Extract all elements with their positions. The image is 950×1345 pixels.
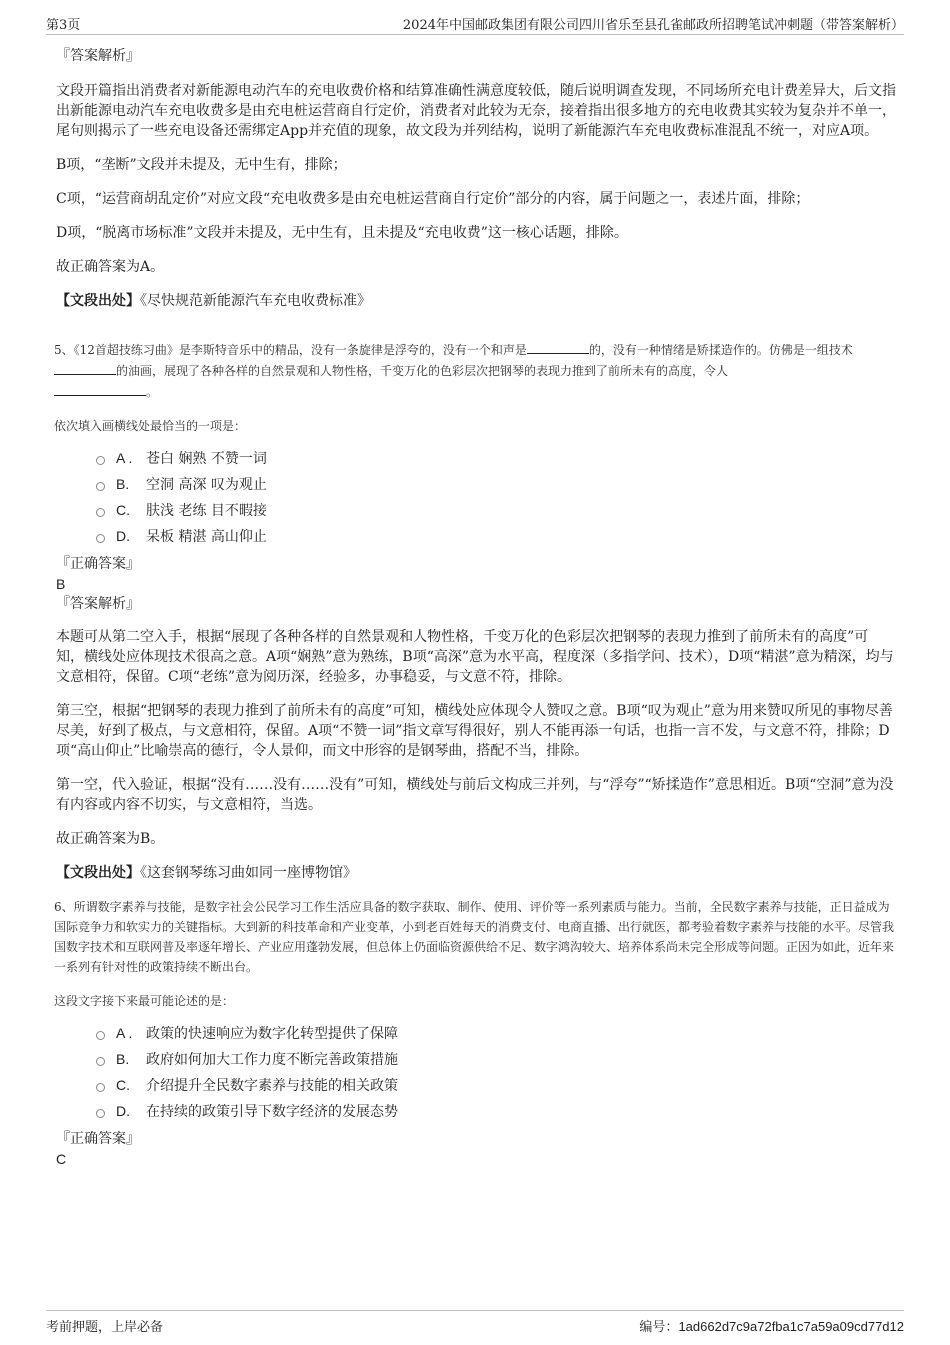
option-d[interactable] — [56, 526, 896, 552]
source-title: 《这套钢琴练习曲如同一座博物馆》 — [140, 865, 357, 881]
question-5 — [56, 339, 896, 883]
correct-answer: B — [56, 576, 66, 592]
option-text: 空洞 高深 叹为观止 — [146, 477, 267, 493]
question-prompt: 依次填入画横线处最恰当的一项是： — [54, 419, 247, 433]
explanation-paragraph: 本题可从第二空入手，根据“展现了各种各样的自然景观和人物性格，千变万化的色彩层次把钢琴的表现力推到了前所未有的高度”可知，横线处应体现技术很高之意。A项“娴熟”意为熟练，B项“高深”意为水平高，程度深（多指学问、技术），D项“精湛”意为精深，均与文意相符，保留。C项“老练”意为阅历深，经验多，办事稳妥，与文意不符，排除。 — [56, 629, 894, 685]
explanation-paragraph: 文段开篇指出消费者对新能源电动汽车的充电收费价格和结算准确性满意度较低，随后说明调查发现，不同场所充电计费差异大，后文指出新能源电动汽车充电收费多是由充电桩运营商自行定价，消费者对此较为无奈，接着指出很多地方的充电收费其实较为复杂并不单一，尾句则揭示了一些充电设备还需绑定App并充值的现象，故文段为并列结构，说明了新能源汽车充电收费标准混乱不统一，对应A项。 — [56, 83, 896, 139]
option-b[interactable] — [56, 474, 896, 500]
fill-blank — [54, 381, 146, 396]
source-label: 【文段出处】 — [56, 865, 140, 881]
option-text: 肤浅 老练 目不暇接 — [146, 503, 267, 519]
explanation-paragraph: D项，“脱离市场标准”文段并未提及，无中生有，且未提及“充电收费”这一核心话题，排除。 — [56, 225, 628, 241]
radio-button[interactable] — [96, 508, 105, 517]
option-letter: D. — [116, 1103, 130, 1119]
option-a[interactable] — [56, 448, 896, 474]
explanation-label: 『答案解析』 — [56, 48, 140, 64]
option-letter: B. — [116, 1051, 130, 1067]
fill-blank — [527, 339, 589, 354]
source-title: 《尽快规范新能源汽车充电收费标准》 — [140, 293, 371, 309]
option-text: 介绍提升全民数字素养与技能的相关政策 — [146, 1078, 398, 1094]
code-label: 编号： — [639, 1320, 679, 1335]
option-a[interactable] — [56, 1023, 896, 1049]
radio-button[interactable] — [96, 534, 105, 543]
question-stem: 6、所谓数字素养与技能，是数字社会公民学习工作生活应具备的数字获取、制作、使用、评价等一系列素质与能力。当前，全民数字素养与技能，正日益成为国际竞争力和软实力的关键指标。大到新的科技革命和产业变革，小到老百姓每天的消费支付、电商直播、出行就医，都考验着数字素养与技能的水平。尽管我国数字技术和互联网普及率逐年增长、产业应用蓬勃发展，但总体上仍面临资源供给不足、数字鸿沟较大、培养体系尚未完全形成等问题。正因为如此，近年来一系列有针对性的政策持续不断出台。 — [54, 900, 895, 974]
option-text: 呆板 精湛 高山仰止 — [146, 529, 267, 545]
footer-slogan: 考前押题，上岸必备 — [46, 1320, 164, 1335]
option-list — [56, 448, 896, 552]
option-letter: D. — [116, 528, 130, 544]
radio-button[interactable] — [96, 1083, 105, 1092]
stem-text: 的油画，展现了各种各样的自然景观和人物性格，千变万化的色彩层次把钢琴的表现力推到了前所未有的高度，令人 — [116, 364, 729, 378]
stem-text: 5、《12首超技练习曲》是李斯特音乐中的精品，没有一条旋律是浮夸的，没有一个和声是 — [54, 343, 527, 357]
explanation-conclusion: 故正确答案为B。 — [56, 831, 165, 847]
option-text: 政府如何加大工作力度不断完善政策措施 — [146, 1052, 398, 1068]
source-label: 【文段出处】 — [56, 293, 140, 309]
option-letter: A . — [116, 450, 133, 466]
document-body — [56, 44, 896, 1169]
radio-button[interactable] — [96, 1109, 105, 1118]
document-code — [639, 1316, 904, 1335]
option-text: 政策的快速响应为数字化转型提供了保障 — [146, 1026, 398, 1042]
explanation-paragraph: 第一空，代入验证，根据“没有……没有……没有”可知，横线处与前后文构成三并列，与“浮夸”“矫揉造作”意思相近。B项“空洞”意为没有内容或内容不切实，与文意相符，当选。 — [56, 777, 894, 813]
explanation-label: 『答案解析』 — [56, 596, 140, 612]
correct-answer-label: 『正确答案』 — [56, 556, 140, 572]
explanation-conclusion: 故正确答案为A。 — [56, 259, 165, 275]
option-letter: C. — [116, 1077, 130, 1093]
correct-answer-label: 『正确答案』 — [56, 1131, 140, 1147]
fill-blank — [54, 360, 116, 375]
question-stem — [54, 339, 896, 402]
q4-explanation — [56, 46, 896, 311]
radio-button[interactable] — [96, 456, 105, 465]
option-letter: B. — [116, 476, 130, 492]
question-6 — [56, 897, 896, 1169]
radio-button[interactable] — [96, 1057, 105, 1066]
option-b[interactable] — [56, 1049, 896, 1075]
radio-button[interactable] — [96, 482, 105, 491]
option-letter: A . — [116, 1025, 133, 1041]
document-title: 2024年中国邮政集团有限公司四川省乐至县孔雀邮政所招聘笔试冲刺题（带答案解析） — [402, 18, 904, 33]
question-prompt: 这段文字接下来最可能论述的是： — [54, 994, 235, 1008]
option-text: 苍白 娴熟 不赞一词 — [146, 451, 267, 467]
stem-text: 。 — [146, 385, 159, 399]
radio-button[interactable] — [96, 1031, 105, 1040]
option-letter: C. — [116, 502, 130, 518]
source-line — [56, 291, 896, 311]
explanation-paragraph: C项，“运营商胡乱定价”对应文段“充电收费多是由充电桩运营商自行定价”部分的内容，属于问题之一，表述片面，排除； — [56, 191, 810, 207]
page-number: 第3页 — [46, 18, 81, 33]
option-d[interactable] — [56, 1101, 896, 1127]
correct-answer: C — [56, 1151, 67, 1167]
explanation-paragraph: B项，“垄断”文段并未提及，无中生有，排除； — [56, 157, 347, 173]
stem-text: 的，没有一种情绪是矫揉造作的。仿佛是一组技术 — [588, 343, 853, 357]
option-c[interactable] — [56, 1075, 896, 1101]
option-c[interactable] — [56, 500, 896, 526]
page-footer — [46, 1310, 904, 1335]
option-text: 在持续的政策引导下数字经济的发展态势 — [146, 1104, 398, 1120]
page-header — [46, 12, 904, 35]
source-line — [56, 863, 896, 883]
code-value: 1ad662d7c9a72fba1c7a59a09cd77d12 — [678, 1319, 904, 1334]
explanation-paragraph: 第三空，根据“把钢琴的表现力推到了前所未有的高度”可知，横线处应体现令人赞叹之意。B项“叹为观止”意为用来赞叹所见的事物尽善尽美，好到了极点，与文意相符，保留。A项“不赞一词”指文章写得很好，别人不能再添一句话，也指一言不发，与文意不符，排除；D项“高山仰止”比喻崇高的德行，令人景仰，而文中形容的是钢琴曲，搭配不当，排除。 — [56, 703, 893, 759]
option-list — [56, 1023, 896, 1127]
